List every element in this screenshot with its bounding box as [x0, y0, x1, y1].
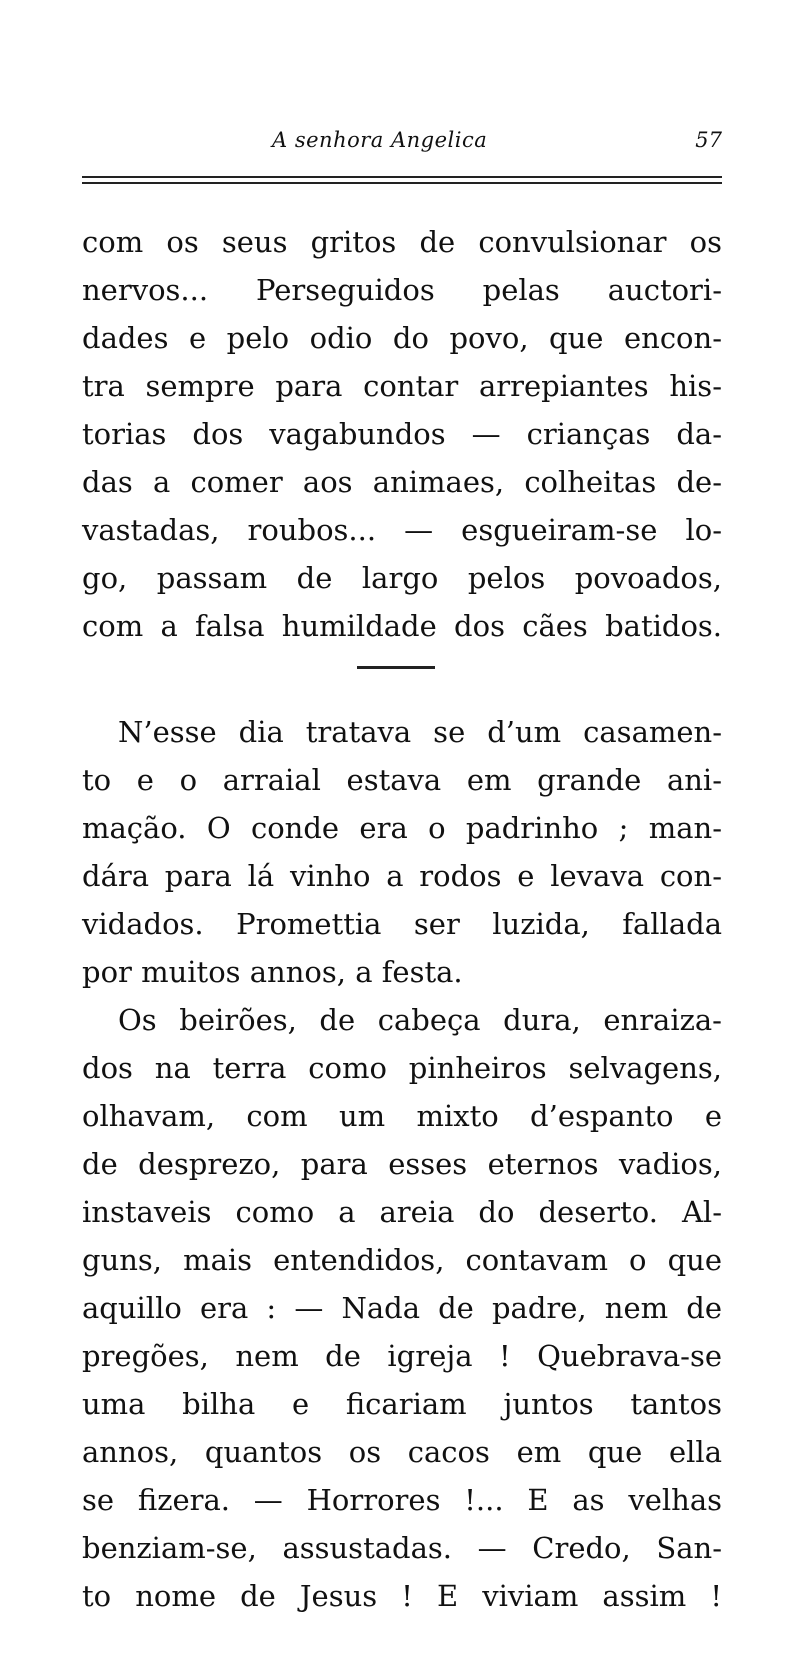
text-line: instaveis como a areia do deserto. Al-	[82, 1195, 722, 1229]
text-line: olhavam, com um mixto d’espanto e	[82, 1099, 722, 1133]
text-line: dades e pelo odio do povo, que encon-	[82, 321, 722, 355]
text-line: torias dos vagabundos — crianças da-	[82, 417, 722, 451]
text-line: pregões, nem de igreja ! Quebrava-se	[82, 1339, 722, 1373]
text-line: benziam-se, assustadas. — Credo, San-	[82, 1531, 722, 1565]
text-line: vidados. Promettia ser luzida, fallada	[82, 907, 722, 941]
paragraph-1	[82, 218, 722, 650]
text-line: vastadas, roubos... — esgueiram-se lo-	[82, 513, 722, 547]
page-number: 57	[695, 128, 722, 152]
section-separator	[357, 666, 435, 669]
text-line: das a comer aos animaes, colheitas de-	[82, 465, 722, 499]
text-line: aquillo era : — Nada de padre, nem de	[82, 1291, 722, 1325]
text-line: com a falsa humildade dos cães batidos.	[82, 609, 722, 643]
text-line: de desprezo, para esses eternos vadios,	[82, 1147, 722, 1181]
header-rule-top	[82, 176, 722, 178]
text-line: guns, mais entendidos, contavam o que	[82, 1243, 722, 1277]
text-line: to nome de Jesus ! E viviam assim !	[82, 1579, 722, 1613]
text-line: uma bilha e ficariam juntos tantos	[82, 1387, 722, 1421]
text-line: com os seus gritos de convulsionar os	[82, 225, 722, 259]
text-line: se fizera. — Horrores !... E as velhas	[82, 1483, 722, 1517]
text-line: annos, quantos os cacos em que ella	[82, 1435, 722, 1469]
text-line: N’esse dia tratava se d’um casamen-	[118, 715, 722, 749]
page-header	[82, 128, 722, 168]
text-line: Os beirões, de cabeça dura, enraiza-	[118, 1003, 722, 1037]
text-line: dára para lá vinho a rodos e levava con-	[82, 859, 722, 893]
text-line: go, passam de largo pelos povoados,	[82, 561, 722, 595]
text-line: mação. O conde era o padrinho ; man-	[82, 811, 722, 845]
text-line: por muitos annos, a festa.	[82, 955, 463, 989]
text-line: nervos... Perseguidos pelas auctori-	[82, 273, 722, 307]
text-line: tra sempre para contar arrepiantes his-	[82, 369, 722, 403]
running-title: A senhora Angelica	[272, 128, 488, 152]
text-line: dos na terra como pinheiros selvagens,	[82, 1051, 722, 1085]
header-rule-bottom	[82, 182, 722, 184]
text-line: to e o arraial estava em grande ani-	[82, 763, 722, 797]
paragraphs-2-3	[82, 708, 722, 1620]
